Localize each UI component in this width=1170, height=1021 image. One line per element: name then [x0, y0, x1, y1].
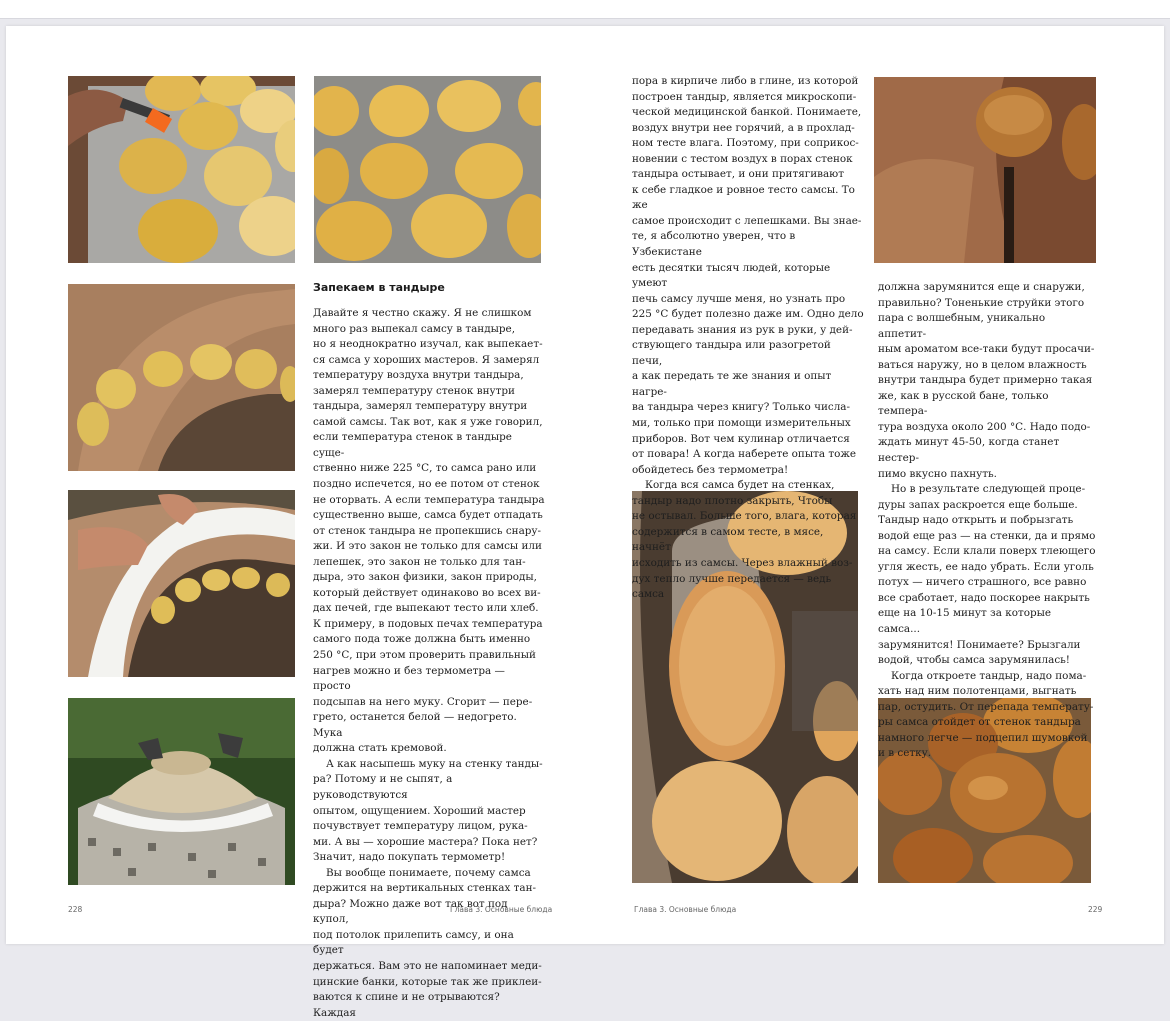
photo-sesame-tray: [314, 76, 541, 263]
section-heading: Запекаем в тандыре: [313, 281, 445, 294]
page-number-right: 229: [1088, 905, 1103, 914]
text-line: температуру воздуха внутри тандыра,: [313, 369, 524, 382]
text-line: от стенок тандыра не пропекшись снару-: [313, 524, 542, 537]
text-line: 250 °С, при этом проверить правильный: [313, 649, 536, 662]
text-line: а как передать те же знания и опыт нагре-: [632, 370, 832, 398]
page-number-left: 228: [68, 905, 83, 914]
text-line: опытом, ощущением. Хороший мастер: [313, 804, 526, 817]
text-line: ствующего тандыра или разогретой печи,: [632, 339, 831, 367]
running-head-left: Глава 3. Основные блюда: [450, 905, 553, 914]
text-line: тандыра, замерял температуру внутри: [313, 400, 528, 413]
text-line: грето, останется белой — недогрето. Мука: [313, 711, 517, 739]
text-line: под потолок прилепить самсу, и она будет: [313, 928, 514, 957]
text-line: ваться наружу, но в целом влажность: [878, 358, 1087, 371]
text-line: пимо вкусно пахнуть.: [878, 467, 997, 480]
text-line: хать над ним полотенцами, выгнать: [878, 685, 1077, 698]
text-line: замерял температуру стенок внутри: [313, 384, 515, 397]
text-line: тандыр надо плотно закрыть, Чтобы: [632, 494, 833, 507]
text-line: ческой медицинской банкой. Понимаете,: [632, 106, 862, 119]
text-line: на самсу. Если клали поверх тлеющего: [878, 545, 1096, 558]
text-line: есть десятки тысяч людей, которые умеют: [632, 261, 831, 290]
text-line: который действует одинаково во всех ви-: [313, 586, 541, 599]
text-line: самой самсы. Так вот, как я уже говорил,: [313, 415, 543, 428]
text-line: держится на вертикальных стенках тан-: [313, 882, 537, 895]
photo-tandoor-wall: [68, 284, 295, 471]
text-line: Но в результате следующей проце-: [891, 483, 1086, 496]
photo-tandoor-interior: [874, 77, 1096, 263]
text-line: Значит, надо покупать термометр!: [313, 851, 506, 864]
previous-page-edge: [0, 0, 1170, 19]
text-line: поздно испечется, но ее потом от стенок: [313, 478, 540, 491]
text-line: дыра? Можно даже вот так вот под купол,: [313, 897, 508, 926]
text-line: Тандыр надо открыть и побрызгать: [878, 514, 1074, 527]
photo-tandoor-cloth: [68, 490, 295, 677]
text-line: Когда откроете тандыр, надо пома-: [891, 669, 1087, 682]
running-head-right: Глава 3. Основные блюда: [634, 905, 737, 914]
text-line: тура воздуха около 200 °С. Надо подо-: [878, 420, 1091, 433]
text-line: но я неоднократно изучал, как выпекает-: [313, 338, 543, 351]
photo-brushing-samsa: [68, 76, 295, 263]
text-line: еще на 10-15 минут за которые самса...: [878, 607, 1052, 636]
text-line: самого пода тоже должна быть именно: [313, 633, 531, 646]
text-line: ваются к спине и не отрываются? Каждая: [313, 991, 500, 1019]
text-line: дыра, это закон физики, закон природы,: [313, 571, 537, 584]
text-line: обойдетесь без термометра!: [632, 463, 789, 476]
text-line: ным ароматом все-таки будут просачи-: [878, 343, 1095, 356]
book-spread: [6, 26, 1164, 1019]
text-line: ми, только при помощи измерительных: [632, 417, 851, 430]
text-line: от повара! А когда наберете опыта тоже: [632, 448, 857, 461]
text-line: и в сетку.: [878, 747, 932, 760]
text-line: ры самса отойдет от стенок тандыра: [878, 716, 1081, 729]
text-line: же, как в русской бане, только темпера-: [878, 389, 1049, 418]
text-line: существенно выше, самса будет отпадать: [313, 509, 543, 522]
text-line: ном тесте влага. Поэтому, при соприкос-: [632, 137, 859, 150]
text-line: угля жесть, ее надо убрать. Если уголь: [878, 560, 1094, 573]
text-line: все сработает, надо поскорее накрыть: [878, 591, 1090, 604]
text-line: дуры запах раскроется еще больше.: [878, 498, 1078, 511]
text-line: лепешек, это закон не только для тан-: [313, 555, 526, 568]
right-page-text-column-1: [632, 74, 864, 603]
text-line: водой еще раз — на стенки, да и прямо: [878, 529, 1096, 542]
text-line: дах печей, где выпекают тесто или хлеб.: [313, 602, 539, 615]
text-line: жи. И это закон не только для самсы или: [313, 540, 542, 553]
text-line: много раз выпекал самсу в тандыре,: [313, 322, 515, 335]
text-line: намного легче — подцепил шумовкой: [878, 731, 1088, 744]
text-line: те, я абсолютно уверен, что в Узбекистане: [632, 230, 796, 259]
text-line: не оторвать. А если температура тандыра: [313, 493, 545, 506]
text-line: К примеру, в подовых печах температура: [313, 617, 543, 630]
text-line: почувствует температуру лицом, рука-: [313, 820, 528, 833]
text-line: исходить из самсы. Через влажный воз-: [632, 556, 853, 569]
text-line: пар, остудить. От перепада температу-: [878, 700, 1094, 713]
photo-tandoor-lid: [68, 698, 295, 885]
text-line: печь самсу лучше меня, но узнать про: [632, 292, 846, 305]
text-line: построен тандыр, является микроскопи-: [632, 90, 857, 103]
right-page-text-column-2: [878, 280, 1096, 762]
text-line: должна стать кремовой.: [313, 742, 447, 755]
text-line: ждать минут 45-50, когда станет нестер-: [878, 436, 1060, 465]
text-line: потух — ничего страшного, все равно: [878, 576, 1087, 589]
text-line: правильно? Тоненькие струйки этого: [878, 296, 1085, 309]
text-line: Давайте я честно скажу. Я не слишком: [313, 307, 532, 319]
text-line: содержится в самом тесте, в мясе, начнёт: [632, 525, 824, 554]
text-line: ся самса у хороших мастеров. Я замерял: [313, 353, 540, 366]
text-line: если температура стенок в тандыре суще-: [313, 431, 512, 459]
text-line: нагрев можно и без термометра — просто: [313, 664, 505, 693]
text-line: дух тепло лучше передается — ведь самса: [632, 572, 832, 601]
text-line: подсыпав на него муку. Сгорит — пере-: [313, 695, 533, 708]
text-line: ра? Потому и не сыпят, а руководствуются: [313, 773, 453, 801]
text-line: ственно ниже 225 °С, то самса рано или: [313, 462, 537, 475]
text-line: самое происходит с лепешками. Вы знае-: [632, 214, 862, 227]
text-line: Когда вся самса будет на стенках,: [645, 479, 835, 492]
text-line: тандыра остывает, и они притягивают: [632, 168, 844, 181]
text-line: пора в кирпиче либо в глине, из которой: [632, 75, 859, 87]
text-line: к себе гладкое и ровное тесто самсы. То же: [632, 183, 855, 212]
text-line: зарумянится! Понимаете? Брызгали: [878, 638, 1081, 651]
text-line: держаться. Вам это не напоминает меди-: [313, 959, 542, 972]
text-line: внутри тандыра будет примерно такая: [878, 374, 1093, 387]
text-line: 225 °С будет полезно даже им. Одно дело: [632, 308, 864, 321]
text-line: передавать знания из рук в руки, у дей-: [632, 323, 853, 336]
text-line: водой, чтобы самса зарумянилась!: [878, 654, 1070, 667]
text-line: цинские банки, которые так же приклеи-: [313, 975, 542, 988]
text-line: ми. А вы — хорошие мастера? Пока нет?: [313, 835, 538, 848]
text-line: должна зарумянится еще и снаружи,: [878, 281, 1085, 293]
text-line: ва тандыра через книгу? Только числа-: [632, 401, 851, 414]
text-line: новении с тестом воздух в порах стенок: [632, 152, 853, 165]
text-line: приборов. Вот чем кулинар отличается: [632, 432, 850, 445]
text-line: воздух внутри нее горячий, а в прохлад-: [632, 121, 855, 134]
text-line: А как насыпешь муку на стенку танды-: [326, 757, 543, 770]
text-line: не остывал. Больше того, влага, которая: [632, 510, 857, 523]
text-line: пара с волшебным, уникально аппетит-: [878, 312, 1046, 340]
text-line: Вы вообще понимаете, почему самса: [326, 866, 531, 879]
